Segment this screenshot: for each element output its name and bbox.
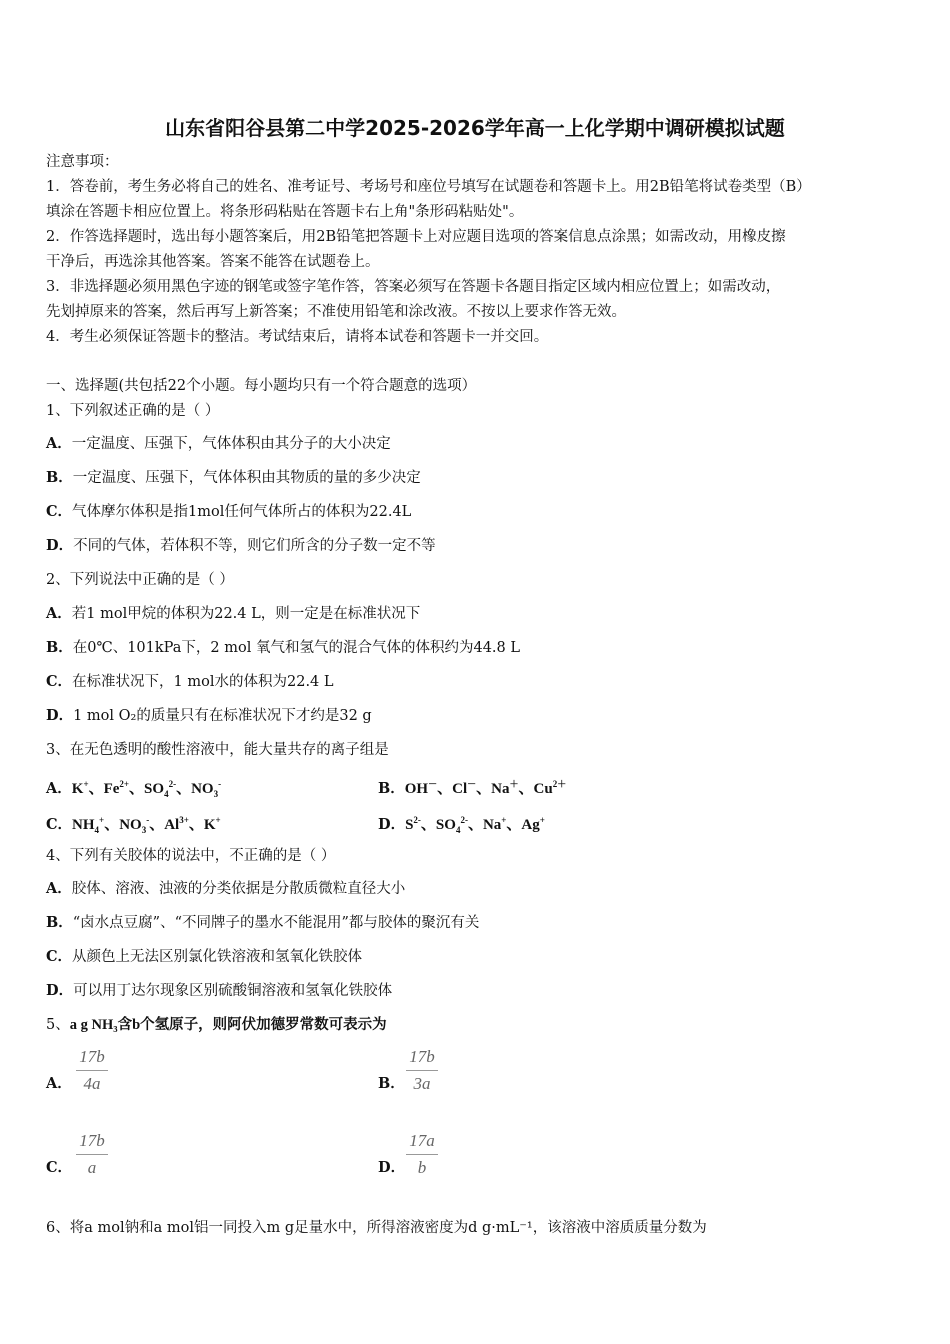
question-number: 5、 xyxy=(46,1017,70,1033)
option-text: “卤水点豆腐”、“不同牌子的墨水不能混用”都与胶体的聚沉有关 xyxy=(72,915,480,931)
ion-list: $S^{2-}$、$SO_4^{2-}$、Na+、Ag+ xyxy=(405,815,545,835)
q5-option-d-label: D． xyxy=(378,1159,406,1176)
q1-option-c xyxy=(46,502,411,522)
question-text: a g NH₃含b个氢原子，则阿伏加德罗常数可表示为 xyxy=(69,1017,387,1033)
notice-line: 先划掉原来的答案，然后再写上新答案；不准使用铅笔和涂改液。不按以上要求作答无效。 xyxy=(46,304,626,320)
option-label: B． xyxy=(46,639,73,656)
option-label: B． xyxy=(46,469,73,486)
q5-option-b-label: B． xyxy=(378,1075,405,1092)
q3-option-d xyxy=(378,810,545,840)
option-label: D． xyxy=(46,707,74,724)
q2-option-d xyxy=(46,706,372,726)
fraction-numerator: 17b xyxy=(79,1131,105,1150)
option-text: 在0℃、101kPa下，2 mol 氧气和氢气的混合气体的体积约为44.8 L xyxy=(72,640,521,656)
fraction-denominator: a xyxy=(87,1158,97,1177)
q2-option-b xyxy=(46,638,520,658)
q5-option-c-label: C． xyxy=(46,1159,73,1176)
fraction-numerator: 17b xyxy=(409,1047,435,1066)
option-label: B． xyxy=(46,914,73,931)
ion-list: K+、$Fe^{2+}$、$SO_4^{2-}$、$NO_3^-$ xyxy=(71,779,222,799)
question-3-stem: 3、在无色透明的酸性溶液中，能大量共存的离子组是 xyxy=(46,742,389,758)
option-text: 不同的气体，若体积不等，则它们所含的分子数一定不等 xyxy=(73,538,436,554)
q1-option-d xyxy=(46,536,436,556)
question-1-stem: 1、下列叙述正确的是（ ） xyxy=(46,403,220,419)
option-text: 一定温度、压强下，气体体积由其分子的大小决定 xyxy=(71,436,391,452)
q4-option-d xyxy=(46,981,392,1001)
option-label: B． xyxy=(378,780,405,797)
notice-heading: 注意事项： xyxy=(46,154,119,170)
q5-option-b-fraction xyxy=(402,1046,442,1095)
fraction-numerator: 17b xyxy=(79,1047,105,1066)
option-text: 从颜色上无法区别氯化铁溶液和氢氧化铁胶体 xyxy=(72,949,363,965)
notice-line: 3．非选择题必须用黑色字迹的钢笔或签字笔作答，答案必须写在答题卡各题目指定区域内相应位置上；如需改动， xyxy=(46,279,781,295)
q4-option-b xyxy=(46,913,479,933)
q5-option-c-fraction xyxy=(72,1130,112,1179)
notice-line: 2．作答选择题时，选出每小题答案后，用2B铅笔把答题卡上对应题目选项的答案信息点涂黑；如需改动，用橡皮擦 xyxy=(46,229,786,245)
option-label: D． xyxy=(46,982,74,999)
fraction-bar xyxy=(76,1154,108,1155)
notice-line: 4．考生必须保证答题卡的整洁。考试结束后，请将本试卷和答题卡一并交回。 xyxy=(46,329,549,345)
q3-option-a xyxy=(46,774,221,804)
notice-line: 1．答卷前，考生务必将自己的姓名、准考证号、考场号和座位号填写在试题卷和答题卡上。用2B铅笔将试卷类型（B） xyxy=(46,179,811,195)
q1-option-b xyxy=(46,468,421,488)
question-5-stem xyxy=(46,1015,387,1035)
q2-option-c xyxy=(46,672,334,692)
q4-option-a xyxy=(46,879,405,899)
notice-line: 填涂在答题卡相应位置上。将条形码粘贴在答题卡右上角"条形码粘贴处"。 xyxy=(46,204,524,220)
option-label: D． xyxy=(46,537,74,554)
q5-option-a-label: A． xyxy=(46,1075,72,1092)
question-4-stem: 4、下列有关胶体的说法中，不正确的是（ ） xyxy=(46,848,336,864)
option-label: C． xyxy=(46,816,73,833)
fraction-bar xyxy=(406,1154,438,1155)
ion-list: OH－、Cl－、Na＋、$Cu^{2+}$ xyxy=(404,779,567,797)
question-6-stem: 6、将a mol钠和a mol铝一同投入m g足量水中，所得溶液密度为d g·mL⁻¹，该溶液中溶质质量分数为 xyxy=(46,1220,707,1236)
option-text: 1 mol O₂的质量只有在标准状况下才约是32 g xyxy=(73,708,372,724)
q5-option-a-fraction xyxy=(72,1046,112,1095)
fraction-denominator: b xyxy=(417,1158,427,1177)
question-2-stem: 2、下列说法中正确的是（ ） xyxy=(46,572,234,588)
option-label: C． xyxy=(46,673,73,690)
q2-option-a xyxy=(46,604,420,624)
page-title: 山东省阳谷县第二中学2025-2026学年高一上化学期中调研模拟试题 xyxy=(165,116,785,140)
option-label: A． xyxy=(46,780,72,797)
option-label: A． xyxy=(46,605,72,622)
fraction-numerator: 17a xyxy=(409,1131,435,1150)
option-label: C． xyxy=(46,503,73,520)
option-label: A． xyxy=(46,880,72,897)
q3-option-b xyxy=(378,774,566,799)
option-text: 气体摩尔体积是指1mol任何气体所占的体积为22.4L xyxy=(72,504,412,520)
notice-line: 干净后，再选涂其他答案。答案不能答在试题卷上。 xyxy=(46,254,380,270)
option-text: 可以用丁达尔现象区别硫酸铜溶液和氢氧化铁胶体 xyxy=(73,983,393,999)
option-text: 胶体、溶液、浊液的分类依据是分散质微粒直径大小 xyxy=(71,881,406,897)
option-text: 若1 mol甲烷的体积为22.4 L，则一定是在标准状况下 xyxy=(71,606,421,622)
q5-option-d-fraction xyxy=(402,1130,442,1179)
fraction-denominator: 3a xyxy=(413,1074,431,1093)
q4-option-c xyxy=(46,947,362,967)
q3-option-c xyxy=(46,810,221,840)
option-label: A． xyxy=(46,435,72,452)
option-label: C． xyxy=(46,948,73,965)
option-text: 在标准状况下，1 mol水的体积为22.4 L xyxy=(72,674,334,690)
option-text: 一定温度、压强下，气体体积由其物质的量的多少决定 xyxy=(72,470,421,486)
option-label: D． xyxy=(378,816,406,833)
ion-list: $NH_4^+$、$NO_3^-$、$Al^{3+}$、K+ xyxy=(72,815,221,835)
fraction-denominator: 4a xyxy=(83,1074,101,1093)
section-heading: 一、选择题(共包括22个小题。每小题均只有一个符合题意的选项） xyxy=(46,378,477,394)
q1-option-a xyxy=(46,434,391,454)
fraction-bar xyxy=(406,1070,438,1071)
fraction-bar xyxy=(76,1070,108,1071)
